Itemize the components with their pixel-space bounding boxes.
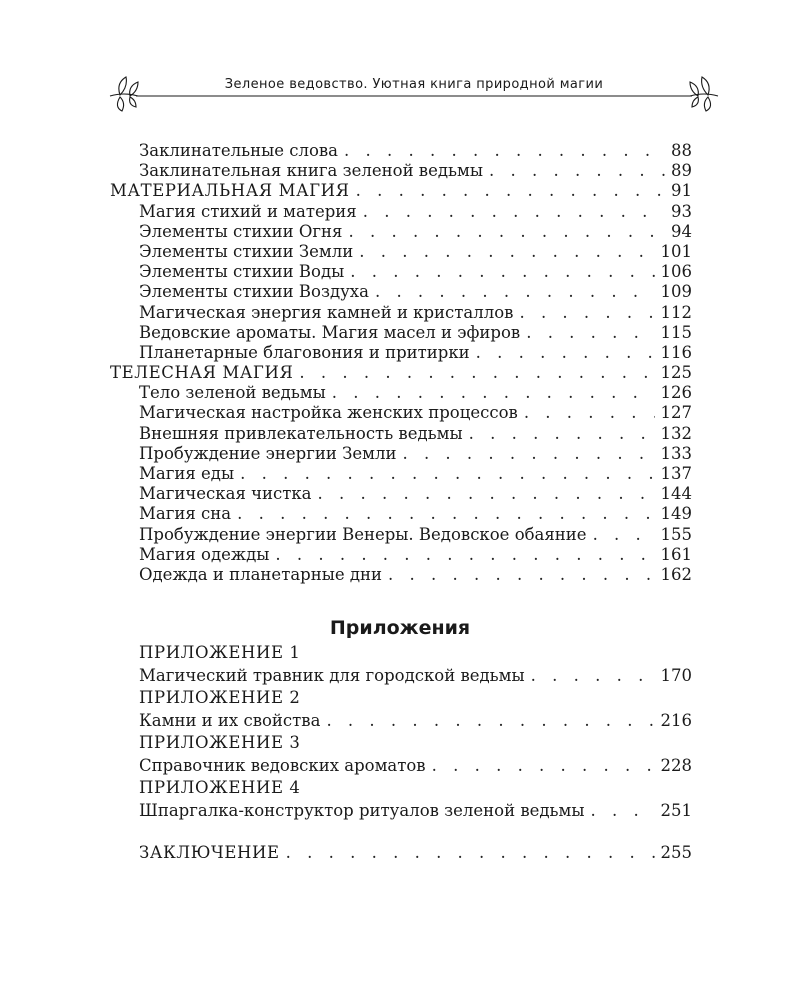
appendices-list (0, 642, 800, 822)
running-header (108, 66, 720, 116)
toc-entry-page: 93 (671, 201, 692, 221)
leader-dots (240, 464, 654, 484)
toc-entry[interactable] (0, 664, 692, 687)
toc-entry-title: Заклинательные слова (139, 141, 339, 160)
toc-entry-page: 94 (671, 221, 692, 241)
toc-entry-page: 162 (660, 564, 692, 584)
leader-dots (350, 262, 654, 282)
toc-entry[interactable] (0, 383, 692, 403)
appendix-label: ПРИЛОЖЕНИЕ 3 (139, 733, 301, 752)
toc-entry[interactable] (0, 303, 692, 323)
toc-entry[interactable] (0, 403, 692, 423)
toc-entry-page: 170 (660, 666, 692, 685)
toc-entry-title: ТЕЛЕСНАЯ МАГИЯ (110, 363, 294, 383)
toc-entry-page: 133 (660, 443, 692, 463)
leader-dots (524, 403, 655, 423)
toc-entry[interactable] (0, 444, 692, 464)
toc-entry-title: Элементы стихии Воздуха (139, 282, 369, 302)
toc-entry-title: ЗАКЛЮЧЕНИЕ (139, 843, 280, 862)
toc-entry-title: Камни и их свойства (139, 711, 321, 730)
toc-entry-title: Шпаргалка-конструктор ритуалов зеленой ведьмы (139, 801, 585, 820)
toc-entry-page: 88 (671, 141, 692, 160)
toc-entry-title: Магическая настройка женских процессов (139, 403, 518, 423)
toc-entry[interactable] (0, 222, 692, 242)
leader-dots (332, 383, 655, 403)
leader-dots (469, 424, 655, 444)
toc-entry-title: Элементы стихии Воды (139, 262, 345, 282)
leader-dots (359, 242, 654, 262)
toc-entry[interactable] (0, 262, 692, 282)
appendix-label: ПРИЛОЖЕНИЕ 1 (139, 643, 301, 662)
toc-entry-title: Пробуждение энергии Земли (139, 443, 397, 463)
toc-entry[interactable] (0, 141, 692, 161)
toc-entry[interactable] (0, 799, 692, 822)
leader-dots (593, 525, 655, 545)
toc-entry[interactable] (0, 323, 692, 343)
toc-entry-page: 91 (671, 181, 692, 201)
leader-dots (591, 799, 655, 822)
toc-entry-title: Элементы стихии Земли (139, 241, 354, 261)
toc-entry-conclusion[interactable] (0, 843, 692, 863)
leader-dots (356, 181, 665, 201)
toc-entry[interactable] (0, 282, 692, 302)
toc-entry[interactable] (0, 363, 692, 383)
toc-entry[interactable] (0, 161, 692, 181)
toc-entry-page: 115 (660, 322, 692, 342)
toc-entry-page: 251 (660, 801, 692, 820)
toc-entry[interactable] (0, 545, 692, 565)
toc-entry-page: 101 (660, 241, 692, 261)
toc-entry-page: 132 (660, 423, 692, 443)
toc-entry-page: 216 (660, 711, 692, 730)
toc-entry[interactable] (0, 181, 692, 201)
toc-entry-title: Магический травник для городской ведьмы (139, 666, 525, 685)
toc-entry-title: Магическая чистка (139, 484, 312, 504)
toc-entry-page: 116 (660, 342, 692, 362)
toc-entry-title: Заклинательная книга зеленой ведьмы (139, 161, 483, 181)
leader-dots (432, 754, 655, 777)
leader-dots (402, 444, 654, 464)
toc-entry[interactable] (0, 525, 692, 545)
leader-dots (299, 363, 654, 383)
running-header-title: Зеленое ведовство. Уютная книга природной магии (218, 77, 610, 92)
leader-dots (344, 141, 665, 161)
toc-entry-title: Магия еды (139, 464, 235, 483)
toc-entry-title: Тело зеленой ведьмы (139, 383, 326, 403)
toc-entry-page: 255 (660, 843, 692, 862)
appendix-label: ПРИЛОЖЕНИЕ 4 (139, 778, 301, 797)
table-of-contents (0, 141, 800, 585)
toc-entry-page: 155 (660, 524, 692, 544)
leader-dots (489, 161, 665, 181)
toc-entry[interactable] (0, 484, 692, 504)
toc-entry-page: 137 (660, 464, 692, 483)
toc-entry-page: 89 (671, 161, 692, 181)
toc-entry-page: 109 (660, 282, 692, 302)
toc-entry-title: Магическая энергия камней и кристаллов (139, 302, 514, 322)
toc-entry-page: 112 (660, 302, 692, 322)
toc-entry-title: Внешняя привлекательность ведьмы (139, 423, 463, 443)
toc-entry[interactable] (0, 242, 692, 262)
toc-entry[interactable] (0, 202, 692, 222)
toc-entry-title: Магия стихий и материя (139, 201, 357, 221)
leader-dots (519, 303, 654, 323)
leader-dots (275, 545, 654, 565)
conclusion-section (0, 843, 800, 863)
toc-entry[interactable] (0, 709, 692, 732)
leader-dots (237, 504, 654, 524)
leader-dots (531, 664, 655, 687)
toc-entry-title: Справочник ведовских ароматов (139, 756, 426, 775)
leader-dots (526, 323, 654, 343)
toc-entry-page: 161 (660, 544, 692, 564)
toc-entry-title: МАТЕРИАЛЬНАЯ МАГИЯ (110, 181, 350, 201)
toc-entry-title: Магия одежды (139, 544, 270, 564)
toc-entry-page: 144 (660, 484, 692, 504)
leader-dots (318, 484, 655, 504)
toc-entry-title: Планетарные благовония и притирки (139, 342, 470, 362)
appendix-label: ПРИЛОЖЕНИЕ 2 (139, 688, 301, 707)
toc-entry[interactable] (0, 565, 692, 585)
toc-entry-page: 127 (660, 403, 692, 423)
toc-entry-page: 149 (660, 504, 692, 524)
toc-entry-page: 106 (660, 262, 692, 282)
leader-dots (326, 709, 654, 732)
toc-entry-title: Элементы стихии Огня (139, 221, 343, 241)
toc-entry[interactable] (0, 424, 692, 444)
toc-entry-page: 228 (660, 756, 692, 775)
leader-dots (375, 282, 655, 302)
leader-dots (348, 222, 665, 242)
toc-entry-title: Магия сна (139, 504, 232, 524)
leader-dots (286, 843, 655, 863)
toc-entry-page: 125 (660, 363, 692, 383)
toc-entry-title: Пробуждение энергии Венеры. Ведовское обаяние (139, 524, 587, 544)
toc-entry[interactable] (0, 754, 692, 777)
toc-entry-title: Ведовские ароматы. Магия масел и эфиров (139, 322, 521, 342)
toc-entry-title: Одежда и планетарные дни (139, 564, 383, 584)
toc-entry-page: 126 (660, 383, 692, 403)
leader-dots (363, 202, 665, 222)
toc-entry[interactable] (0, 343, 692, 363)
leader-dots (388, 565, 654, 585)
leader-dots (476, 343, 655, 363)
toc-entry[interactable] (0, 464, 692, 484)
toc-entry[interactable] (0, 504, 692, 524)
appendices-heading: Приложения (329, 617, 471, 639)
